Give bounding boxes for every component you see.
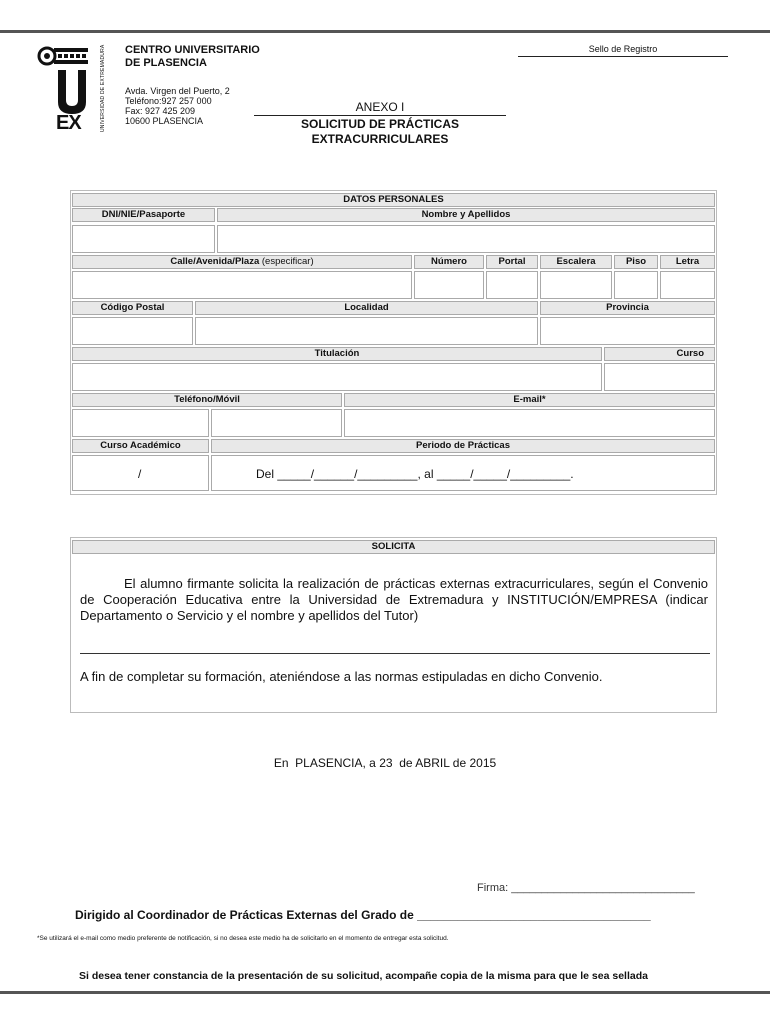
calle-label-text: Calle/Avenida/Plaza bbox=[170, 256, 260, 267]
numero-field[interactable] bbox=[414, 271, 484, 299]
nombre-field[interactable] bbox=[217, 225, 715, 253]
letra-field[interactable] bbox=[660, 271, 715, 299]
portal-field[interactable] bbox=[486, 271, 538, 299]
center-name-line1: CENTRO UNIVERSITARIO bbox=[125, 44, 260, 56]
address-line: 10600 PLASENCIA bbox=[125, 116, 204, 126]
piso-field[interactable] bbox=[614, 271, 658, 299]
localidad-label: Localidad bbox=[195, 301, 538, 315]
periodo-label: Periodo de Prácticas bbox=[211, 439, 715, 453]
bottom-rule bbox=[0, 991, 770, 994]
curso-label: Curso bbox=[604, 347, 715, 361]
portal-label: Portal bbox=[486, 255, 538, 269]
email-field[interactable] bbox=[344, 409, 715, 437]
numero-label: Número bbox=[414, 255, 484, 269]
provincia-field[interactable] bbox=[540, 317, 715, 345]
place-date-text: En PLASENCIA, a 23 de ABRIL de 2015 bbox=[273, 756, 497, 770]
solicita-text2: A fin de completar su formación, ateniéndose a las normas estipuladas en dicho Convenio. bbox=[80, 669, 603, 684]
nombre-label: Nombre y Apellidos bbox=[217, 208, 715, 222]
personal-data-title: DATOS PERSONALES bbox=[72, 193, 715, 207]
telefono-field[interactable] bbox=[72, 409, 209, 437]
calle-label bbox=[72, 255, 412, 269]
localidad-field[interactable] bbox=[195, 317, 538, 345]
curso-academico-label: Curso Académico bbox=[72, 439, 209, 453]
center-address bbox=[125, 86, 230, 126]
solicita-section bbox=[70, 537, 717, 713]
address-line: Avda. Virgen del Puerto, 2 bbox=[125, 86, 230, 96]
titulacion-label: Titulación bbox=[72, 347, 602, 361]
cp-label: Código Postal bbox=[72, 301, 193, 315]
top-rule bbox=[0, 30, 770, 33]
curso-academico-value: / bbox=[138, 467, 142, 481]
escalera-label: Escalera bbox=[540, 255, 612, 269]
email-label: E-mail* bbox=[344, 393, 715, 407]
telefono-label: Teléfono/Móvil bbox=[72, 393, 342, 407]
center-name-line2: DE PLASENCIA bbox=[125, 57, 207, 69]
piso-label: Piso bbox=[614, 255, 658, 269]
anexo-label: ANEXO I bbox=[254, 100, 506, 116]
calle-label-note: (especificar) bbox=[261, 256, 314, 267]
dni-field[interactable] bbox=[72, 225, 215, 253]
dni-label: DNI/NIE/Pasaporte bbox=[72, 208, 215, 222]
provincia-label: Provincia bbox=[540, 301, 715, 315]
calle-field[interactable] bbox=[72, 271, 412, 299]
periodo-value: Del _____/______/_________, al _____/_____/_________. bbox=[256, 467, 574, 481]
address-line: Teléfono:927 257 000 bbox=[125, 96, 212, 106]
sello-registro: Sello de Registro bbox=[518, 44, 728, 57]
address-line: Fax: 927 425 209 bbox=[125, 106, 196, 116]
solicita-title: SOLICITA bbox=[72, 540, 715, 554]
center-name bbox=[125, 44, 260, 70]
place-date bbox=[0, 756, 770, 770]
dirigido-line: Dirigido al Coordinador de Prácticas Externas del Grado de ___________________________________ bbox=[75, 908, 651, 922]
firma-line: Firma: ______________________________ bbox=[477, 882, 695, 894]
title-line1: SOLICITUD DE PRÁCTICAS bbox=[300, 117, 459, 131]
constancia-note: Si desea tener constancia de la presentación de su solicitud, acompañe copia de la misma para que le sea sellada bbox=[79, 970, 648, 982]
logo-university-text: UNIVERSIDAD DE EXTREMADURA bbox=[100, 44, 106, 132]
document-title bbox=[254, 117, 506, 147]
titulacion-field[interactable] bbox=[72, 363, 602, 391]
solicita-text: El alumno firmante solicita la realización de prácticas externas extracurriculares, según el Convenio de Cooperación Educativa entre la Universidad de Extremadura y INSTITUCIÓN/EMPRESA (indicar Departamento o Servicio y el nombre y apellidos del Tutor) bbox=[80, 576, 708, 623]
escalera-field[interactable] bbox=[540, 271, 612, 299]
logo-letters: EX bbox=[56, 112, 81, 134]
cp-field[interactable] bbox=[72, 317, 193, 345]
email-footnote: *Se utilizará el e-mail como medio preferente de notificación, si no desea este medio ha de solicitarlo en el momento de entregar esta solicitud. bbox=[37, 935, 449, 942]
movil-field[interactable] bbox=[211, 409, 342, 437]
letra-label: Letra bbox=[660, 255, 715, 269]
uex-logo bbox=[36, 40, 116, 136]
title-line2: EXTRACURRICULARES bbox=[311, 132, 449, 146]
curso-field[interactable] bbox=[604, 363, 715, 391]
tutor-line bbox=[80, 653, 710, 654]
